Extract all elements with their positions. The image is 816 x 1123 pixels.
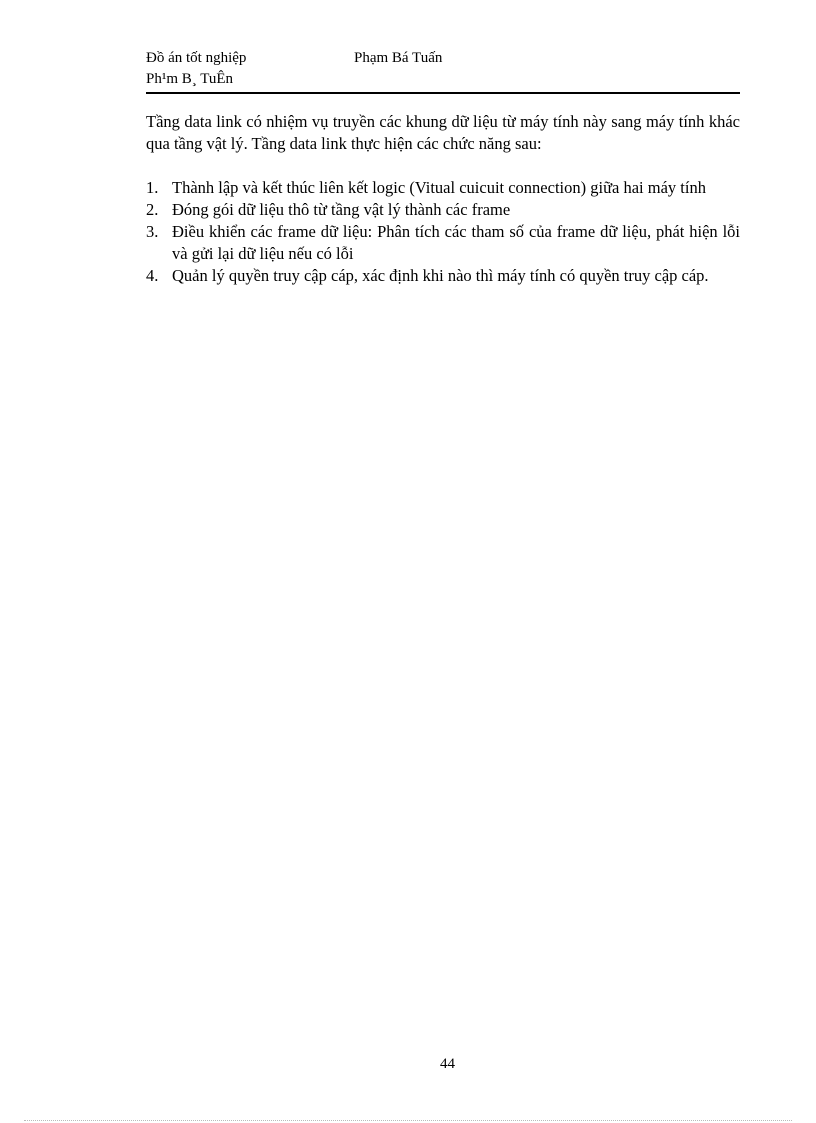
list-item-number: 2.: [146, 200, 159, 219]
list-item: [146, 199, 740, 221]
page-bottom-divider: [24, 1120, 792, 1121]
page-content: [146, 111, 740, 287]
list-item-number: 3.: [146, 222, 159, 241]
thesis-title: Đồ án tốt nghiệp: [146, 50, 247, 66]
intro-paragraph: Tầng data link có nhiệm vụ truyền các khung dữ liệu từ máy tính này sang máy tính khác qua tầng vật lý. Tầng data link thực hiện các chức năng sau:: [146, 112, 740, 153]
page-header: [146, 48, 740, 94]
author-name: Phạm Bá Tuấn: [354, 50, 443, 66]
page-number: 44: [440, 1056, 455, 1072]
list-item: [146, 177, 740, 199]
list-item-text: Đóng gói dữ liệu thô từ tầng vật lý thành các frame: [172, 200, 511, 219]
list-item-number: 4.: [146, 266, 159, 285]
list-item-text: Quản lý quyền truy cập cáp, xác định khi nào thì máy tính có quyền truy cập cáp.: [172, 266, 709, 285]
list-item: [146, 221, 740, 265]
author-name-garbled: Ph¹m B¸ TuÊn: [146, 71, 234, 87]
list-item-number: 1.: [146, 178, 159, 197]
list-item-text: Điều khiển các frame dữ liệu: Phân tích các tham số của frame dữ liệu, phát hiện lỗi và gửi lại dữ liệu nếu có lỗi: [172, 222, 740, 263]
list-item-text: Thành lập và kết thúc liên kết logic (Vitual cuicuit connection) giữa hai máy tính: [172, 178, 706, 197]
list-item: [146, 265, 740, 287]
task-list: [146, 177, 740, 287]
